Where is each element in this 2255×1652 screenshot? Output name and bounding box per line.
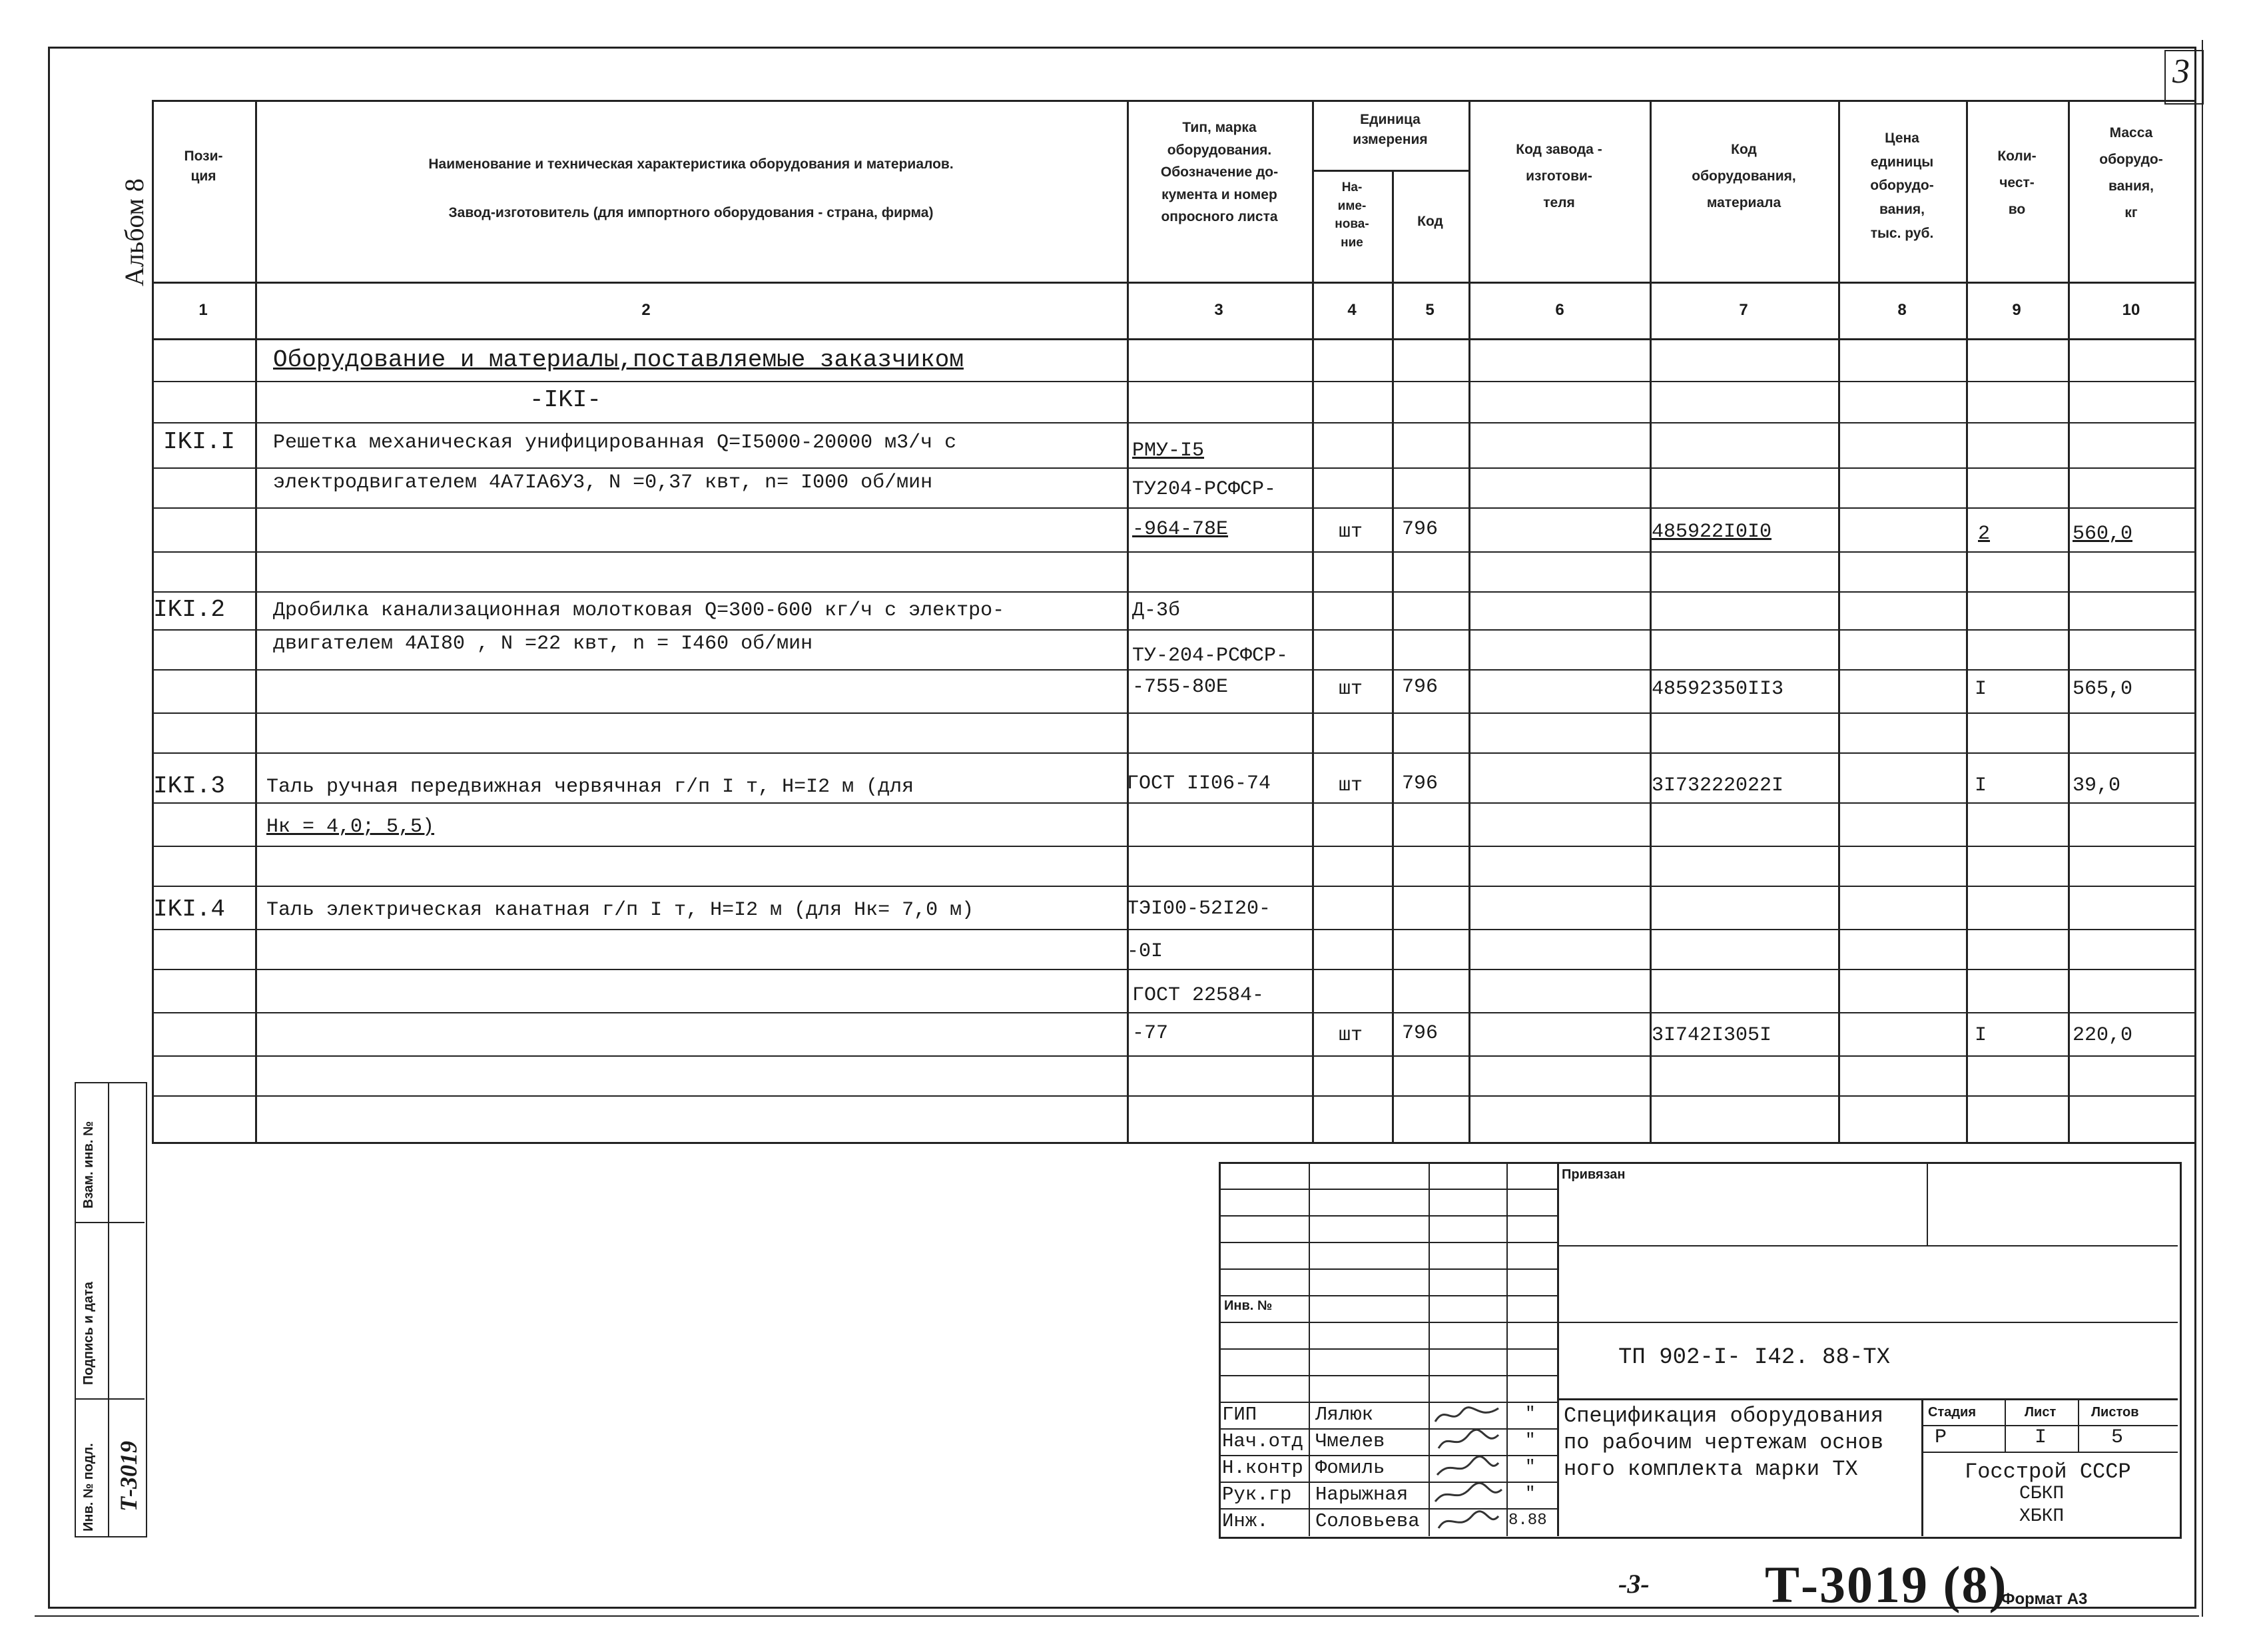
title-grid-line bbox=[1921, 1398, 1923, 1536]
title-mark: " bbox=[1525, 1484, 1536, 1504]
title-grid-line bbox=[1927, 1162, 1928, 1245]
col-sep-3 bbox=[1312, 100, 1314, 1142]
item-equipment-code: 48592350II3 bbox=[1652, 678, 1784, 700]
corner-number: 3 bbox=[2172, 53, 2190, 91]
item-name: Таль электрическая канатная г/п I т, Н=I2 м (для Нк= 7,0 м) bbox=[266, 899, 974, 922]
item-type: ТУ-204-РСФСР- bbox=[1132, 645, 1289, 667]
header-unit-code: Код bbox=[1417, 214, 1443, 229]
table-right-border bbox=[2194, 100, 2196, 1142]
item-type: Д-3б bbox=[1132, 599, 1181, 622]
title-grid-line bbox=[1219, 1348, 1557, 1350]
item-unit-code: 796 bbox=[1402, 772, 1439, 795]
table-bottom-line bbox=[152, 1142, 2195, 1144]
title-grid-line bbox=[1557, 1322, 2178, 1323]
row-line bbox=[152, 752, 2195, 754]
header-unit-name: На- име- нова- ние bbox=[1335, 180, 1369, 250]
item-name: Решетка механическая унифицированная Q=I5000-20000 м3/ч с bbox=[273, 431, 957, 454]
item-type: ТЭI00-52I20- bbox=[1127, 898, 1271, 920]
item-mass: 560,0 bbox=[2073, 523, 2133, 545]
item-position: IKI.I bbox=[163, 428, 236, 455]
title-grid-line bbox=[1921, 1425, 2178, 1426]
title-name: Чмелев bbox=[1315, 1430, 1385, 1452]
footer-doc-number: Т-3019 (8) bbox=[1765, 1555, 2008, 1613]
row-line bbox=[152, 422, 2195, 423]
item-position: IKI.4 bbox=[153, 896, 226, 923]
title-grid-line bbox=[1219, 1428, 1557, 1430]
org-name: ХБКП bbox=[2019, 1506, 2065, 1527]
item-name: электродвигателем 4А7IА6У3, N =0,37 квт, n= I000 об/мин bbox=[273, 471, 933, 494]
header-price: Цена единицы оборудо- вания, тыс. руб. bbox=[1870, 131, 1934, 241]
col-number-6: 6 bbox=[1555, 301, 1564, 319]
row-line bbox=[152, 1095, 2195, 1097]
col-number-1: 1 bbox=[198, 301, 208, 319]
title-grid-line bbox=[1219, 1482, 1557, 1483]
album-label: Альбом 8 bbox=[119, 178, 149, 286]
title-privyazan: Привязан bbox=[1562, 1167, 1626, 1182]
title-grid-line bbox=[1219, 1189, 1557, 1190]
row-line bbox=[152, 712, 2195, 714]
header-equipment-code: Код оборудования, материала bbox=[1692, 142, 1796, 210]
title-name: Соловьева bbox=[1315, 1510, 1420, 1532]
item-quantity: I bbox=[1975, 678, 1987, 700]
title-name: Фомиль bbox=[1315, 1457, 1385, 1479]
item-type: -0I bbox=[1127, 940, 1163, 963]
title-role: Н.контр bbox=[1222, 1457, 1303, 1479]
item-quantity: I bbox=[1975, 1024, 1987, 1047]
item-type: -755-80Е bbox=[1132, 676, 1229, 698]
row-line bbox=[152, 591, 2195, 593]
header-factory-code: Код завода - изготови- теля bbox=[1516, 142, 1602, 210]
row-line bbox=[152, 669, 2195, 671]
col-sep-8 bbox=[1966, 100, 1968, 1142]
title-role: ГИП bbox=[1222, 1404, 1257, 1426]
sheet-bottom-edge bbox=[35, 1615, 2199, 1617]
row-line bbox=[152, 551, 2195, 553]
item-mass: 220,0 bbox=[2073, 1024, 2133, 1047]
header-unit: Единица измерения bbox=[1353, 112, 1428, 148]
title-mark: 8.88 bbox=[1508, 1512, 1547, 1529]
doc-title-line3: ного комплекта марки ТХ bbox=[1564, 1457, 1858, 1482]
side-stamp-handwritten: Т-3019 bbox=[115, 1441, 142, 1512]
item-type: ТУ204-РСФСР- bbox=[1132, 478, 1277, 501]
header-bottom-line bbox=[152, 282, 2195, 284]
org-name: СБКП bbox=[2019, 1484, 2065, 1504]
col-number-10: 10 bbox=[2122, 301, 2140, 319]
title-grid-line bbox=[1557, 1245, 2178, 1246]
table-top-border bbox=[152, 100, 2195, 102]
item-unit: шт bbox=[1339, 678, 1363, 700]
item-type: ГОСТ 22584- bbox=[1132, 984, 1265, 1007]
title-inv-no: Инв. № bbox=[1224, 1298, 1273, 1313]
col-sep-1 bbox=[255, 100, 257, 1142]
col-sep-2 bbox=[1127, 100, 1129, 1142]
row-line bbox=[152, 886, 2195, 887]
item-equipment-code: 485922I0I0 bbox=[1652, 521, 1772, 543]
row-line bbox=[152, 1055, 2195, 1057]
col-sep-9 bbox=[2068, 100, 2070, 1142]
item-name: Таль ручная передвижная червячная г/п I т, Н=I2 м (для bbox=[266, 776, 914, 798]
side-stamp-divider bbox=[108, 1082, 109, 1536]
side-stamp-vzam: Взам. инв. № bbox=[81, 1121, 96, 1209]
header-name-line1: Наименование и техническая характеристика оборудования и материалов. bbox=[428, 156, 954, 172]
unit-subheader-line bbox=[1312, 170, 1469, 172]
col-number-4: 4 bbox=[1347, 301, 1357, 319]
title-grid-line bbox=[1219, 1322, 1557, 1323]
title-grid-line bbox=[1219, 1268, 1557, 1270]
title-mark: " bbox=[1525, 1457, 1536, 1477]
side-stamp-inv-podl: Инв. № подл. bbox=[81, 1443, 96, 1531]
col-number-2: 2 bbox=[641, 301, 651, 319]
title-mark: " bbox=[1525, 1430, 1536, 1450]
header-mass: Масса оборудо- вания, кг bbox=[2099, 125, 2163, 220]
title-grid-line bbox=[2078, 1398, 2079, 1452]
stage-value: Р bbox=[1935, 1426, 1947, 1449]
title-grid-line bbox=[1219, 1242, 1557, 1243]
item-name: двигателем 4АI80 , N =22 квт, n = I460 об/мин bbox=[273, 633, 813, 655]
item-name: Нк = 4,0; 5,5) bbox=[266, 816, 435, 838]
row-line bbox=[152, 467, 2195, 469]
doc-title-line1: Спецификация оборудования bbox=[1564, 1404, 1884, 1428]
title-role: Нач.отд bbox=[1222, 1430, 1303, 1452]
doc-title-line2: по рабочим чертежам основ bbox=[1564, 1430, 1884, 1455]
item-type: -77 bbox=[1132, 1022, 1169, 1045]
side-stamp-line bbox=[75, 1398, 145, 1400]
item-quantity: I bbox=[1975, 774, 1987, 797]
item-mass: 39,0 bbox=[2073, 774, 2121, 797]
org-name: Госстрой СССР bbox=[1965, 1460, 2131, 1484]
item-mass: 565,0 bbox=[2073, 678, 2133, 700]
header-type: Тип, марка оборудования. Обозначение до- кумента и номер опросного листа bbox=[1160, 120, 1279, 225]
title-role: Инж. bbox=[1222, 1510, 1269, 1532]
title-grid-line bbox=[1219, 1402, 1557, 1403]
section-title: Оборудование и материалы,поставляемые заказчиком bbox=[273, 346, 964, 374]
item-equipment-code: 3I73222022I bbox=[1652, 774, 1784, 797]
header-name-line2: Завод-изготовитель (для импортного оборудования - страна, фирма) bbox=[448, 205, 934, 220]
row-line bbox=[152, 629, 2195, 631]
side-stamp-line bbox=[75, 1222, 145, 1223]
colnum-bottom-line bbox=[152, 338, 2195, 340]
signature-icon bbox=[1432, 1402, 1505, 1535]
row-line bbox=[152, 929, 2195, 930]
col-number-5: 5 bbox=[1425, 301, 1435, 319]
title-grid-line bbox=[1219, 1455, 1557, 1456]
item-unit: шт bbox=[1339, 521, 1363, 543]
section-subtitle: -IKI- bbox=[529, 386, 602, 413]
sheet-right-edge bbox=[2202, 40, 2203, 1617]
item-quantity: 2 bbox=[1978, 523, 1991, 545]
title-grid-line bbox=[2005, 1398, 2006, 1452]
item-position: IKI.2 bbox=[153, 596, 226, 623]
title-grid-line bbox=[1219, 1508, 1557, 1510]
col-number-8: 8 bbox=[1897, 301, 1907, 319]
title-grid-line bbox=[1557, 1162, 1559, 1536]
col-number-7: 7 bbox=[1739, 301, 1748, 319]
item-unit: шт bbox=[1339, 774, 1363, 797]
row-line bbox=[152, 969, 2195, 970]
title-grid-line bbox=[1219, 1295, 1557, 1296]
col-sep-6 bbox=[1650, 100, 1652, 1142]
title-grid-line bbox=[1219, 1375, 1557, 1376]
col-sep-7 bbox=[1838, 100, 1840, 1142]
title-grid-line bbox=[1219, 1215, 1557, 1217]
row-line bbox=[152, 1012, 2195, 1013]
item-equipment-code: 3I742I305I bbox=[1652, 1024, 1772, 1047]
col-sep-4 bbox=[1392, 170, 1394, 1142]
row-line bbox=[152, 846, 2195, 847]
row-line bbox=[152, 507, 2195, 509]
item-unit-code: 796 bbox=[1402, 1022, 1439, 1045]
sheets-label: Листов bbox=[2091, 1405, 2139, 1420]
item-type: ГОСТ II06-74 bbox=[1127, 772, 1271, 795]
title-grid-line bbox=[1557, 1398, 2178, 1400]
item-type: РМУ-I5 bbox=[1132, 439, 1205, 462]
footer-format: Формат А3 bbox=[2001, 1590, 2088, 1608]
title-mark: " bbox=[1525, 1404, 1536, 1424]
item-type: -964-78Е bbox=[1132, 518, 1229, 541]
item-unit-code: 796 bbox=[1402, 676, 1439, 698]
sheet-label: Лист bbox=[2025, 1405, 2057, 1420]
col-sep-5 bbox=[1468, 100, 1470, 1142]
title-name: Лялюк bbox=[1315, 1404, 1374, 1426]
header-position: Пози- ция bbox=[184, 148, 223, 184]
col-number-3: 3 bbox=[1214, 301, 1223, 319]
footer-page-number: -3- bbox=[1618, 1569, 1650, 1599]
row-line bbox=[152, 802, 2195, 804]
item-unit-code: 796 bbox=[1402, 518, 1439, 541]
sheets-value: 5 bbox=[2111, 1426, 2124, 1449]
item-unit: шт bbox=[1339, 1024, 1363, 1047]
title-role: Рук.гр bbox=[1222, 1484, 1292, 1506]
doc-code: ТП 902-I- I42. 88-ТХ bbox=[1618, 1345, 1891, 1370]
col-number-9: 9 bbox=[2012, 301, 2021, 319]
title-grid-line bbox=[1921, 1452, 2178, 1453]
stage-label: Стадия bbox=[1928, 1405, 1977, 1420]
item-position: IKI.3 bbox=[153, 772, 226, 800]
side-stamp-podpis: Подпись и дата bbox=[81, 1282, 96, 1385]
row-line bbox=[152, 381, 2195, 382]
title-name: Нарыжная bbox=[1315, 1484, 1409, 1506]
sheet-value: I bbox=[2035, 1426, 2047, 1449]
header-quantity: Коли- чест- во bbox=[1997, 148, 2037, 217]
item-name: Дробилка канализационная молотковая Q=300-600 кг/ч с электро- bbox=[273, 599, 1005, 622]
